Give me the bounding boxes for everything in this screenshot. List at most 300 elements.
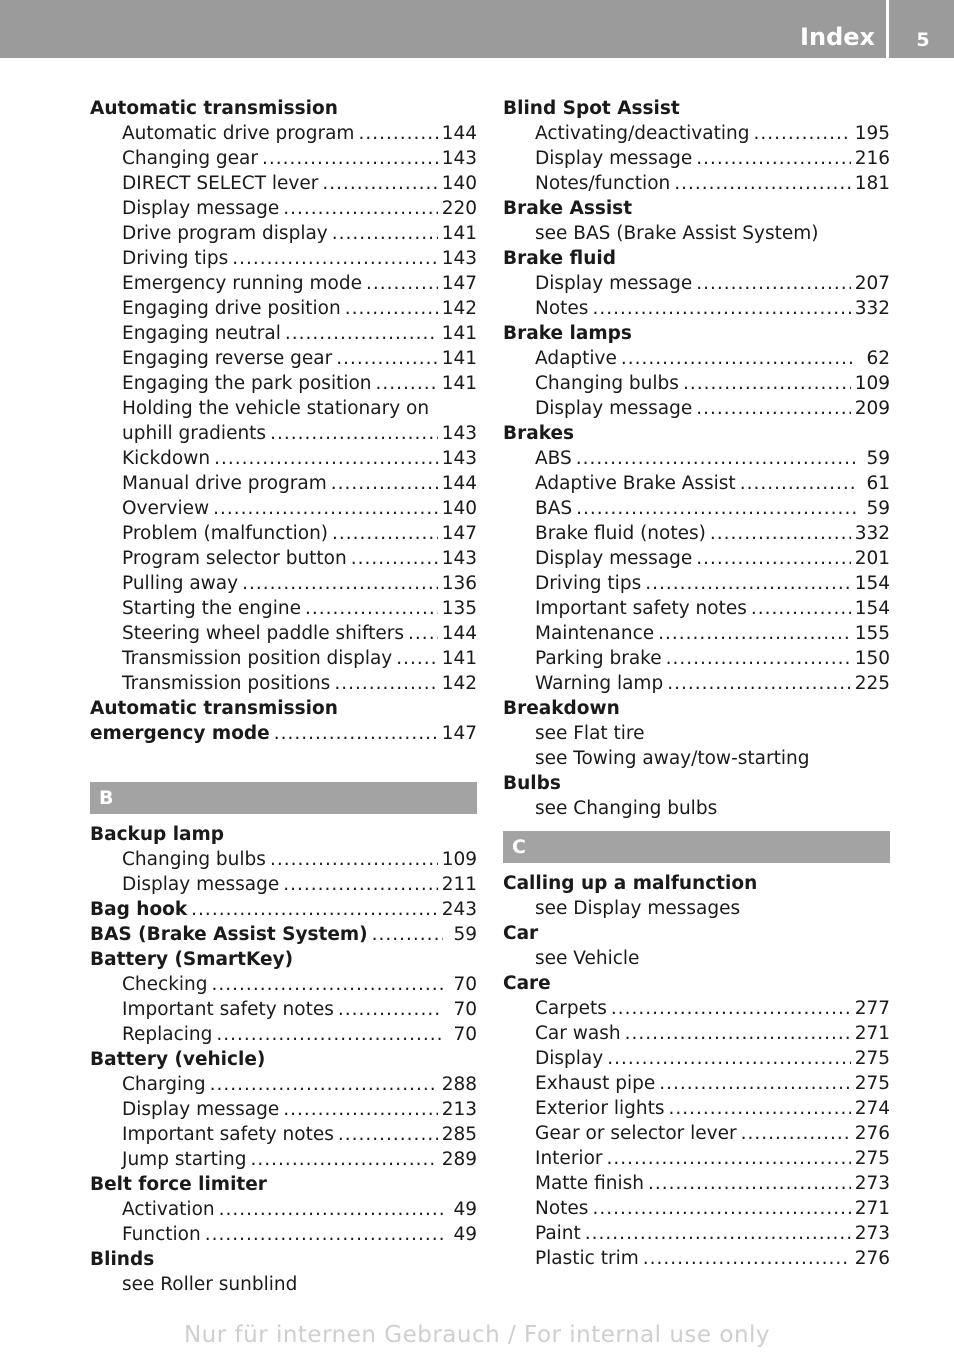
index-subentry	[503, 646, 890, 671]
dot-leader	[611, 996, 851, 1021]
index-heading	[503, 421, 890, 446]
index-subentry	[503, 171, 890, 196]
entry-text: Important safety notes	[122, 1124, 334, 1145]
index-subentry	[503, 1171, 890, 1196]
dot-leader	[332, 221, 438, 246]
entry-text: Automatic transmission	[90, 98, 338, 119]
entry-text: Engaging the park position	[122, 373, 372, 394]
entry-text: Program selector button	[122, 548, 347, 569]
index-subentry	[503, 721, 890, 746]
entry-text: see Changing bulbs	[535, 798, 718, 819]
entry-text: Display message	[535, 548, 693, 569]
dot-leader	[205, 1222, 443, 1247]
entry-text: Transmission positions	[122, 673, 331, 694]
page-number-text: 5	[916, 29, 930, 51]
entry-text: see Towing away/tow-starting	[535, 748, 810, 769]
page-reference: 155	[854, 623, 890, 644]
page-reference: 225	[854, 673, 890, 694]
index-subentry	[90, 396, 477, 421]
index-subentry	[90, 596, 477, 621]
page-reference: 211	[441, 874, 477, 895]
page-reference: 143	[441, 448, 477, 469]
dot-leader	[751, 596, 851, 621]
entry-text: Brake fluid	[503, 248, 616, 269]
index-subentry	[90, 1022, 477, 1047]
index-heading	[503, 196, 890, 221]
dot-leader	[576, 496, 856, 521]
index-subentry	[503, 146, 890, 171]
page-reference: 285	[441, 1124, 477, 1145]
entry-text: Display message	[122, 198, 280, 219]
entry-text: ABS	[535, 448, 572, 469]
page-reference: 141	[441, 648, 477, 669]
entry-text: Bulbs	[503, 773, 561, 794]
page-reference: 143	[441, 148, 477, 169]
index-subentry	[503, 1071, 890, 1096]
dot-leader	[645, 571, 850, 596]
page-reference: 213	[441, 1099, 477, 1120]
page-reference: 147	[441, 723, 477, 744]
entry-text: Driving tips	[122, 248, 229, 269]
index-subentry	[90, 496, 477, 521]
index-subentry	[503, 1146, 890, 1171]
page-reference: 275	[854, 1148, 890, 1169]
entry-text: Matte finish	[535, 1173, 644, 1194]
entry-text: Notes	[535, 1198, 589, 1219]
index-subentry	[503, 621, 890, 646]
page-reference: 49	[453, 1224, 477, 1245]
entry-text: Pulling away	[122, 573, 239, 594]
index-heading	[90, 1172, 477, 1197]
entry-text: Manual drive program	[122, 473, 327, 494]
index-subentry	[90, 321, 477, 346]
page-reference: 140	[441, 498, 477, 519]
page-reference: 59	[866, 498, 890, 519]
index-subentry	[503, 1021, 890, 1046]
entry-text: Battery (vehicle)	[90, 1049, 266, 1070]
index-heading	[90, 696, 477, 721]
entry-text: Belt force limiter	[90, 1174, 267, 1195]
index-subentry	[90, 271, 477, 296]
entry-text: Maintenance	[535, 623, 655, 644]
index-subentry	[90, 546, 477, 571]
index-subentry	[503, 1096, 890, 1121]
page-reference: 136	[441, 573, 477, 594]
dot-leader	[741, 1121, 851, 1146]
index-subentry	[90, 621, 477, 646]
index-heading	[90, 947, 477, 972]
dot-leader	[592, 296, 850, 321]
dot-leader	[625, 1021, 851, 1046]
dot-leader	[251, 1147, 438, 1172]
dot-leader	[358, 121, 437, 146]
index-subentry	[503, 546, 890, 571]
index-subentry	[90, 521, 477, 546]
dot-leader	[331, 471, 438, 496]
index-subentry	[503, 596, 890, 621]
entry-text: Exhaust pipe	[535, 1073, 656, 1094]
dot-leader	[219, 1197, 443, 1222]
dot-leader	[232, 246, 437, 271]
entry-text: Bag hook	[90, 899, 188, 920]
index-subentry	[503, 221, 890, 246]
index-heading	[90, 1047, 477, 1072]
page-reference: 141	[441, 373, 477, 394]
entry-text: Jump starting	[122, 1149, 247, 1170]
index-subentry	[90, 471, 477, 496]
index-heading	[90, 897, 477, 922]
index-heading	[503, 96, 890, 121]
page-reference: 220	[441, 198, 477, 219]
index-heading	[503, 246, 890, 271]
dot-leader	[658, 621, 851, 646]
entry-text: Changing bulbs	[122, 849, 266, 870]
dot-leader	[216, 1022, 443, 1047]
index-subentry	[503, 521, 890, 546]
index-subentry	[90, 1097, 477, 1122]
index-subentry	[503, 296, 890, 321]
dot-leader	[285, 321, 438, 346]
entry-text: Engaging neutral	[122, 323, 281, 344]
page-reference: 154	[854, 598, 890, 619]
footer-watermark: Nur für internen Gebrauch / For internal use only	[183, 1322, 771, 1348]
entry-text: see Roller sunblind	[122, 1274, 298, 1295]
dot-leader	[607, 1046, 850, 1071]
index-subentry	[503, 121, 890, 146]
entry-text: Blind Spot Assist	[503, 98, 680, 119]
index-subentry	[503, 396, 890, 421]
entry-text: Checking	[122, 974, 208, 995]
page-reference: 207	[854, 273, 890, 294]
page-reference: 142	[441, 298, 477, 319]
index-subentry	[90, 446, 477, 471]
entry-text: BAS	[535, 498, 573, 519]
dot-leader	[740, 471, 856, 496]
page-reference: 289	[441, 1149, 477, 1170]
entry-text: BAS (Brake Assist System)	[90, 924, 368, 945]
entry-text: see Vehicle	[535, 948, 640, 969]
entry-text: Battery (SmartKey)	[90, 949, 294, 970]
entry-text: Brakes	[503, 423, 575, 444]
entry-text: Display	[535, 1048, 604, 1069]
page-reference: 59	[866, 448, 890, 469]
index-subentry	[90, 421, 477, 446]
page-reference: 109	[854, 373, 890, 394]
index-subentry	[90, 246, 477, 271]
index-subentry	[90, 646, 477, 671]
page-header	[0, 0, 954, 58]
index-subentry	[90, 171, 477, 196]
entry-text: Driving tips	[535, 573, 642, 594]
dot-leader	[667, 671, 851, 696]
entry-text: Activating/deactivating	[535, 123, 750, 144]
index-subentry	[503, 1121, 890, 1146]
index-subentry	[90, 1122, 477, 1147]
index-heading	[503, 971, 890, 996]
index-heading	[503, 696, 890, 721]
index-subentry	[503, 796, 890, 821]
entry-text: Engaging reverse gear	[122, 348, 333, 369]
index-subentry	[90, 1197, 477, 1222]
entry-text: Calling up a malfunction	[503, 873, 758, 894]
index-heading	[503, 871, 890, 896]
page-reference: 147	[441, 273, 477, 294]
dot-leader	[607, 1146, 851, 1171]
page-reference: 144	[441, 623, 477, 644]
dot-leader	[668, 1096, 850, 1121]
index-heading	[90, 1247, 477, 1272]
dot-leader	[322, 171, 437, 196]
entry-text: Warning lamp	[535, 673, 664, 694]
index-heading	[503, 771, 890, 796]
dot-leader	[696, 396, 850, 421]
dot-leader	[585, 1221, 851, 1246]
entry-text: Display message	[535, 398, 693, 419]
index-subentry	[503, 746, 890, 771]
entry-text: Display message	[122, 1099, 280, 1120]
page-reference: 288	[441, 1074, 477, 1095]
dot-leader	[696, 546, 850, 571]
index-subentry	[503, 1196, 890, 1221]
dot-leader	[274, 721, 438, 746]
page-reference: 271	[854, 1198, 890, 1219]
entry-text: Engaging drive position	[122, 298, 341, 319]
dot-leader	[270, 847, 438, 872]
page-reference: 276	[854, 1123, 890, 1144]
entry-text: DIRECT SELECT lever	[122, 173, 319, 194]
entry-text: Automatic drive program	[122, 123, 355, 144]
page-reference: 332	[854, 523, 890, 544]
entry-text: Starting the engine	[122, 598, 302, 619]
index-subentry	[503, 346, 890, 371]
dot-leader	[376, 371, 438, 396]
dot-leader	[659, 1071, 850, 1096]
index-subentry	[503, 371, 890, 396]
entry-text: Car wash	[535, 1023, 621, 1044]
index-subentry	[90, 997, 477, 1022]
entry-text: Automatic transmission	[90, 698, 338, 719]
index-subentry	[503, 996, 890, 1021]
entry-text: Display message	[122, 874, 280, 895]
page-reference: 143	[441, 548, 477, 569]
index-subentry	[503, 1246, 890, 1271]
page-reference: 147	[441, 523, 477, 544]
page-reference: 141	[441, 348, 477, 369]
dot-leader	[338, 997, 443, 1022]
entry-text: Important safety notes	[122, 999, 334, 1020]
dot-leader	[210, 1072, 438, 1097]
page-reference: 70	[453, 974, 477, 995]
section-letter-bar: C	[503, 831, 890, 863]
entry-text: Kickdown	[122, 448, 211, 469]
page-reference: 141	[441, 323, 477, 344]
dot-leader	[710, 521, 851, 546]
dot-leader	[696, 146, 850, 171]
index-subentry	[90, 972, 477, 997]
entry-text: Gear or selector lever	[535, 1123, 737, 1144]
index-subentry	[90, 221, 477, 246]
dot-leader	[351, 546, 438, 571]
index-subentry	[90, 671, 477, 696]
entry-text: uphill gradients	[122, 423, 267, 444]
entry-text: Car	[503, 923, 539, 944]
page-reference: 135	[441, 598, 477, 619]
page-reference: 209	[854, 398, 890, 419]
index-subentry	[90, 371, 477, 396]
page-reference: 201	[854, 548, 890, 569]
dot-leader	[283, 872, 437, 897]
entry-text: Emergency running mode	[122, 273, 362, 294]
index-subentry	[90, 1222, 477, 1247]
dot-leader	[648, 1171, 851, 1196]
page-reference: 181	[854, 173, 890, 194]
page-reference: 216	[854, 148, 890, 169]
page-reference: 143	[441, 248, 477, 269]
entry-text: Transmission position display	[122, 648, 393, 669]
page-reference: 70	[453, 1024, 477, 1045]
dot-leader	[242, 571, 438, 596]
entry-text: Paint	[535, 1223, 581, 1244]
page-reference: 70	[453, 999, 477, 1020]
dot-leader	[366, 271, 438, 296]
dot-leader	[336, 346, 437, 371]
entry-text: Backup lamp	[90, 824, 225, 845]
index-column-left	[90, 96, 477, 1297]
entry-text: Important safety notes	[535, 598, 747, 619]
dot-leader	[213, 496, 438, 521]
entry-text: Adaptive Brake Assist	[535, 473, 736, 494]
page-reference: 140	[441, 173, 477, 194]
page-reference: 150	[854, 648, 890, 669]
index-subentry	[90, 1147, 477, 1172]
index-subentry	[503, 671, 890, 696]
entry-text: Charging	[122, 1074, 206, 1095]
entry-text: Brake Assist	[503, 198, 633, 219]
page-reference: 243	[441, 899, 477, 920]
page-reference: 275	[854, 1073, 890, 1094]
entry-text: emergency mode	[90, 723, 270, 744]
dot-leader	[372, 922, 443, 947]
page-reference: 61	[866, 473, 890, 494]
dot-leader	[683, 371, 851, 396]
dot-leader	[338, 1122, 438, 1147]
index-subentry	[90, 1272, 477, 1297]
dot-leader	[408, 621, 438, 646]
entry-text: Drive program display	[122, 223, 328, 244]
entry-text: Brake fluid (notes)	[535, 523, 706, 544]
dot-leader	[621, 346, 856, 371]
dot-leader	[262, 146, 438, 171]
page-reference: 273	[854, 1223, 890, 1244]
entry-text: Steering wheel paddle shifters	[122, 623, 405, 644]
index-column-right	[503, 96, 890, 1271]
header-title: Index	[800, 23, 875, 51]
index-subentry	[90, 872, 477, 897]
index-subentry	[503, 496, 890, 521]
entry-text: Adaptive	[535, 348, 617, 369]
entry-text: Exterior lights	[535, 1098, 665, 1119]
dot-leader	[332, 521, 438, 546]
entry-text: see BAS (Brake Assist System)	[535, 223, 819, 244]
page-reference: 59	[453, 924, 477, 945]
index-subentry	[90, 847, 477, 872]
index-heading	[503, 321, 890, 346]
entry-text: Plastic trim	[535, 1248, 639, 1269]
dot-leader	[270, 421, 438, 446]
page-reference: 144	[441, 123, 477, 144]
dot-leader	[345, 296, 438, 321]
dot-leader	[643, 1246, 851, 1271]
page-reference: 49	[453, 1199, 477, 1220]
page-reference: 271	[854, 1023, 890, 1044]
index-subentry	[503, 271, 890, 296]
entry-text: Interior	[535, 1148, 603, 1169]
entry-text: Parking brake	[535, 648, 662, 669]
dot-leader	[592, 1196, 850, 1221]
entry-text: Breakdown	[503, 698, 620, 719]
page-reference: 273	[854, 1173, 890, 1194]
dot-leader	[396, 646, 437, 671]
page-reference: 332	[854, 298, 890, 319]
entry-text: Display message	[535, 273, 693, 294]
index-subentry	[503, 1046, 890, 1071]
page-reference: 62	[866, 348, 890, 369]
page-reference: 154	[854, 573, 890, 594]
entry-text: Changing bulbs	[535, 373, 679, 394]
entry-text: see Display messages	[535, 898, 741, 919]
entry-text: Carpets	[535, 998, 607, 1019]
dot-leader	[283, 1097, 437, 1122]
page-reference: 195	[854, 123, 890, 144]
index-subentry	[503, 471, 890, 496]
index-subentry	[90, 196, 477, 221]
index-subentry	[90, 121, 477, 146]
index-heading	[90, 721, 477, 746]
page-reference: 274	[854, 1098, 890, 1119]
page-reference: 142	[441, 673, 477, 694]
entry-text: Care	[503, 973, 551, 994]
page-reference: 143	[441, 423, 477, 444]
dot-leader	[212, 972, 443, 997]
index-heading	[90, 822, 477, 847]
dot-leader	[305, 596, 438, 621]
entry-text: Display message	[535, 148, 693, 169]
entry-text: Overview	[122, 498, 210, 519]
entry-text: Problem (malfunction)	[122, 523, 329, 544]
page-reference: 109	[441, 849, 477, 870]
index-subentry	[503, 946, 890, 971]
index-subentry	[503, 896, 890, 921]
entry-text: Notes/function	[535, 173, 671, 194]
entry-text: Replacing	[122, 1024, 213, 1045]
entry-text: Holding the vehicle stationary on	[122, 398, 430, 419]
dot-leader	[753, 121, 850, 146]
entry-text: Changing gear	[122, 148, 259, 169]
entry-text: Blinds	[90, 1249, 155, 1270]
index-subentry	[503, 446, 890, 471]
dot-leader	[334, 671, 437, 696]
index-subentry	[503, 571, 890, 596]
page-reference: 144	[441, 473, 477, 494]
entry-text: Activation	[122, 1199, 215, 1220]
index-subentry	[90, 571, 477, 596]
index-heading	[503, 921, 890, 946]
index-subentry	[90, 146, 477, 171]
dot-leader	[666, 646, 851, 671]
index-heading	[90, 922, 477, 947]
index-subentry	[90, 296, 477, 321]
dot-leader	[214, 446, 438, 471]
